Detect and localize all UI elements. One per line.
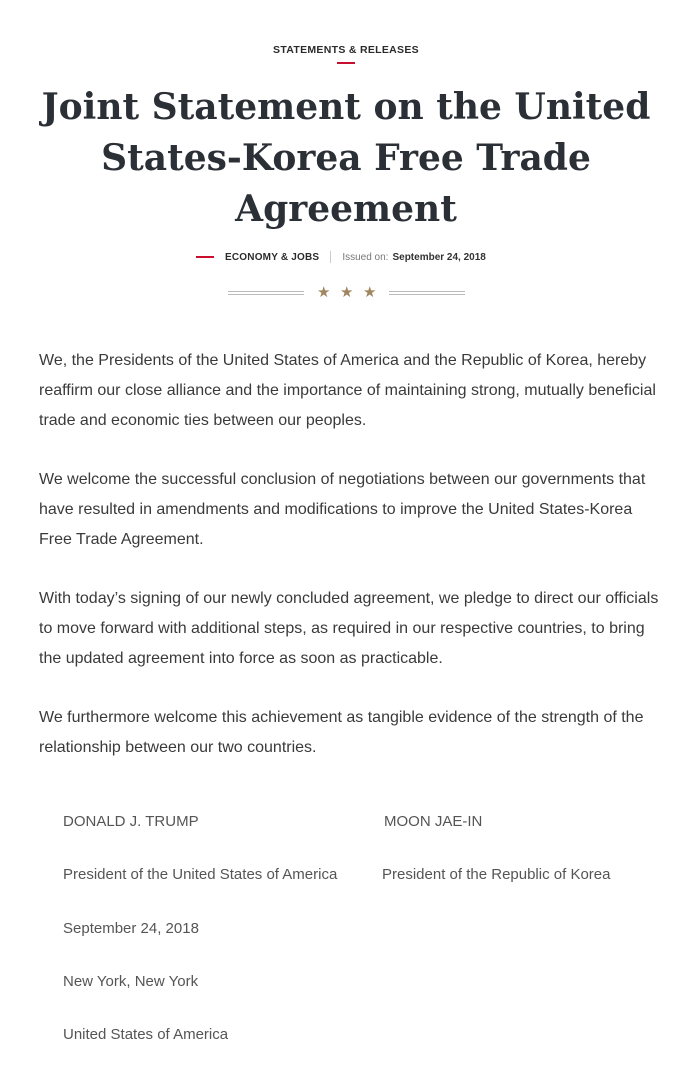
issued-label: Issued on: bbox=[342, 251, 389, 263]
meta-separator bbox=[330, 251, 331, 263]
divider-line-left bbox=[228, 291, 304, 295]
signatory-name-left: DONALD J. TRUMP bbox=[63, 813, 199, 830]
category-link[interactable]: STATEMENTS & RELEASES bbox=[273, 44, 419, 56]
signatory-role-left: President of the United States of America bbox=[63, 866, 338, 883]
signing-country: United States of America bbox=[63, 1026, 229, 1043]
topic-dash bbox=[196, 256, 214, 258]
signatory-role-right: President of the Republic of Korea bbox=[382, 866, 611, 883]
body-paragraph: We welcome the successful conclusion of negotiations between our governments that have resulted in amendments and modifications to improve the United States-Korea Free Trade Agreement. bbox=[39, 471, 646, 548]
article-meta bbox=[196, 250, 486, 264]
star-icon: ★ bbox=[340, 284, 354, 301]
star-divider bbox=[228, 283, 468, 303]
page-title: Joint Statement on the United States-Korea Free Trade Agreement bbox=[41, 86, 651, 230]
star-icon: ★ bbox=[317, 284, 331, 301]
body-paragraph: We, the Presidents of the United States of America and the Republic of Korea, hereby reaffirm our close alliance and the importance of maintaining strong, mutually beneficial trade and economic ties between our peoples. bbox=[39, 352, 656, 429]
divider-line-right bbox=[389, 291, 465, 295]
body-paragraph: With today’s signing of our newly concluded agreement, we pledge to direct our officials to move forward with additional steps, as required in our respective countries, to bring the updated agreement into force as soon as practicable. bbox=[39, 590, 659, 667]
signing-city: New York, New York bbox=[63, 973, 199, 990]
category-underline bbox=[337, 62, 355, 64]
signatory-name-right: MOON JAE-IN bbox=[384, 813, 483, 830]
signing-date: September 24, 2018 bbox=[63, 920, 199, 937]
star-icon: ★ bbox=[363, 284, 377, 301]
body-paragraph: We furthermore welcome this achievement as tangible evidence of the strength of the relationship between our two countries. bbox=[39, 709, 644, 756]
statement-body bbox=[39, 346, 659, 792]
topic-link[interactable]: ECONOMY & JOBS bbox=[225, 251, 320, 263]
issued-date: September 24, 2018 bbox=[392, 251, 486, 263]
